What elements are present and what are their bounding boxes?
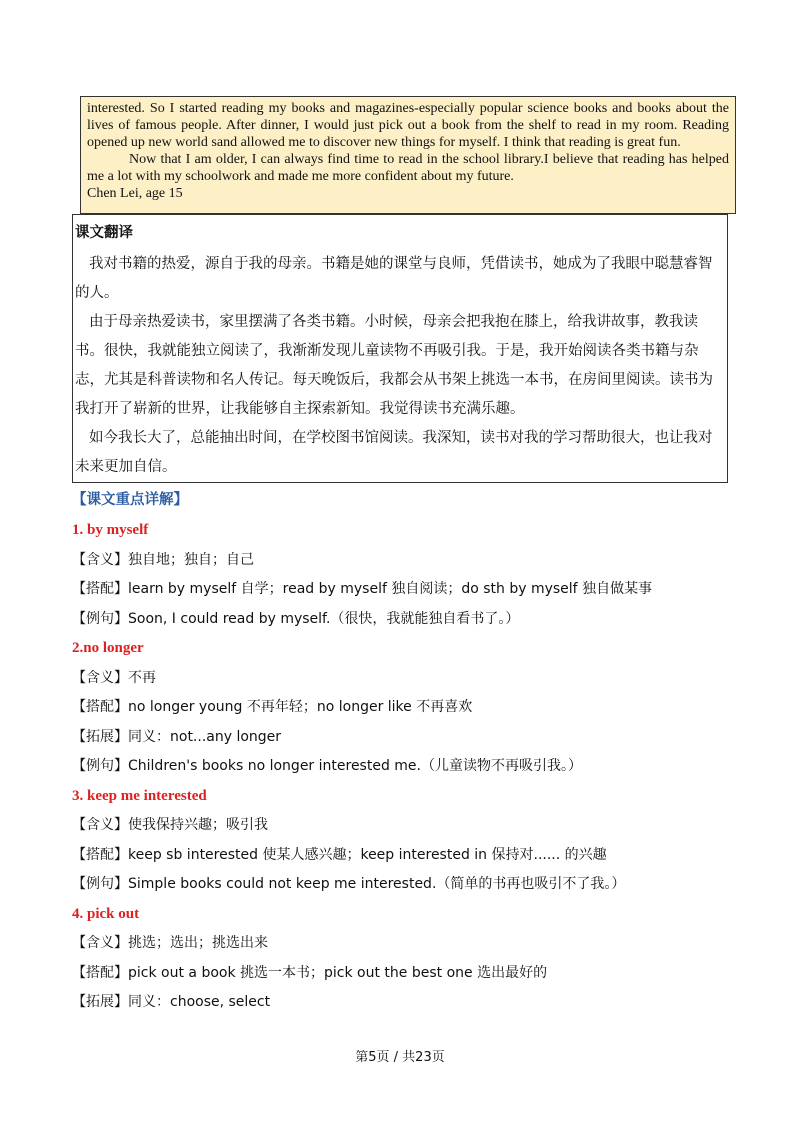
passage-paragraph-2: Now that I am older, I can always find time to read in the school library.I believe that reading has helped me a lot with my schoolwork and made me more confident about my future. <box>87 152 729 184</box>
translation-paragraph-2: 由于母亲热爱读书，家里摆满了各类书籍。小时候，母亲会把我抱在膝上，给我讲故事，教我读书。很快，我就能独立阅读了，我渐渐发现儿童读物不再吸引我。于是，我开始阅读各类书籍与杂志，尤其是科普读物和名人传记。每天晚饭后，我都会从书架上挑选一本书，在房间里阅读。读书为我打开了崭新的世界，让我能够自主探索新知。我觉得读书充满乐趣。 <box>75 314 713 417</box>
point-row <box>72 550 732 580</box>
row-text: 独自地；独自；自己 <box>128 551 254 568</box>
point-heading: 2.no longer <box>72 640 144 656</box>
point-row <box>72 992 732 1022</box>
row-tag: 【含义】 <box>72 935 128 951</box>
row-text: no longer young 不再年轻；no longer like 不再喜欢 <box>128 699 473 715</box>
row-tag: 【拓展】 <box>72 994 128 1010</box>
point-row <box>72 815 732 845</box>
row-tag: 【含义】 <box>72 551 128 568</box>
row-text: 挑选；选出；挑选出来 <box>128 935 268 951</box>
row-text: Simple books could not keep me interested.（简单的书再也吸引不了我。） <box>128 876 626 892</box>
passage-author: Chen Lei, age 15 <box>87 186 183 201</box>
row-tag: 【例句】 <box>72 758 128 774</box>
point-row <box>72 697 732 727</box>
point-heading: 4. pick out <box>72 905 140 922</box>
key-points-list <box>72 520 732 1022</box>
key-points-title: 【课文重点详解】 <box>72 492 188 508</box>
row-tag: 【例句】 <box>72 876 128 892</box>
row-text: 使我保持兴趣；吸引我 <box>128 817 268 833</box>
point-row <box>72 933 732 963</box>
row-text: 同义：not...any longer <box>128 728 282 745</box>
point-heading: 1. by myself <box>72 522 149 538</box>
row-text: Children's books no longer interested me.（儿童读物不再吸引我。） <box>128 758 582 774</box>
point-row <box>72 874 732 904</box>
point-row <box>72 609 732 639</box>
row-text: Soon, I could read by myself.（很快，我就能独自看书了。） <box>128 610 520 627</box>
row-text: keep sb interested 使某人感兴趣；keep interested in 保持对...... 的兴趣 <box>128 846 607 863</box>
row-tag: 【含义】 <box>72 669 128 686</box>
reading-passage-box <box>80 96 736 214</box>
row-text: pick out a book 挑选一本书；pick out the best one 选出最好的 <box>128 964 548 981</box>
translation-title: 课文翻译 <box>75 225 133 241</box>
row-tag: 【搭配】 <box>72 699 128 715</box>
point-row <box>72 579 732 609</box>
translation-box <box>72 214 728 483</box>
row-tag: 【拓展】 <box>72 728 128 745</box>
point-row <box>72 756 732 786</box>
row-tag: 【搭配】 <box>72 581 128 597</box>
row-tag: 【例句】 <box>72 610 128 627</box>
row-tag: 【含义】 <box>72 817 128 833</box>
row-text: 同义：choose, select <box>128 994 271 1010</box>
point-heading: 3. keep me interested <box>72 787 207 804</box>
point-row <box>72 963 732 993</box>
point-row <box>72 845 732 875</box>
row-tag: 【搭配】 <box>72 846 128 863</box>
translation-paragraph-3: 如今我长大了，总能抽出时间，在学校图书馆阅读。我深知，读书对我的学习帮助很大，也让我对未来更加自信。 <box>75 430 713 475</box>
row-text: learn by myself 自学；read by myself 独自阅读；do sth by myself 独自做某事 <box>128 581 653 597</box>
passage-paragraph-1: interested. So I started reading my books and magazines-especially popular science books and books about the lives of famous people. After dinner, I would just pick out a book from the shelf to read in my room. Reading opened up new world sand allowed me to discover new things for myself. I think that reading is great fun. <box>87 101 729 150</box>
translation-paragraph-1: 我对书籍的热爱，源自于我的母亲。书籍是她的课堂与良师，凭借读书，她成为了我眼中聪慧睿智的人。 <box>75 256 713 301</box>
page-footer: 第5页 / 共23页 <box>355 1050 445 1065</box>
row-text: 不再 <box>128 669 156 686</box>
point-row <box>72 668 732 698</box>
point-row <box>72 727 732 757</box>
row-tag: 【搭配】 <box>72 964 128 981</box>
